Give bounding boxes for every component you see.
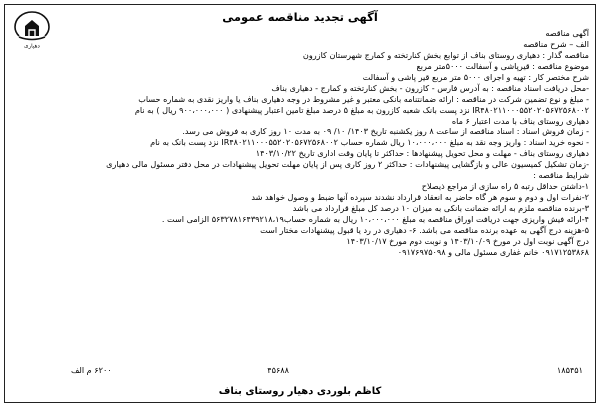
footer-codes-row (11, 365, 589, 376)
code-left: ۶۲۰۰ م الف (71, 365, 112, 375)
submission-deadline: دهیاری روستای بناف - مهلت و محل تحویل پیشنهادها : حداکثر تا پایان وقت اداری تاریخ ۱۴۰۳/۱۰/۲۲ (255, 148, 589, 159)
document-collection-place: -محل دریافت اسناد مناقصه : به آدرس فارس - کازرون - بخش کنارتخته و کمارج - دهیاری بناف (271, 82, 589, 93)
document-sale-time: - زمان فروش اسناد : اسناد مناقصه از ساعت ۸ روز یکشنبه تاریخ ۱۴۰۳/ ۱۰/ ۰۹ به مدت ۱۰ روز کاری به فروش می رسد. (182, 126, 589, 137)
tender-subject: موضوع مناقصه : قیرپاشی و آسفالت ۵۰۰۰متر مربع (416, 60, 589, 71)
guarantee-line-1: - مبلغ و نوع تضمین شرکت در مناقصه : ارائه ضمانتنامه بانکی معتبر و غیر مشروط در وجه دهیاری بناف یا واریز نقدی به شماره حساب (138, 93, 589, 104)
publication-dates: درج آگهی نوبت اول در مورخ ۱۴۰۳/۱۰/۰۹ و نوبت دوم مورخ ۱۴۰۳/۱۰/۱۷ (346, 235, 589, 246)
conditions-heading: شرایط مناقصه : (533, 170, 589, 181)
section-a-description: الف – شرح مناقصه (523, 38, 589, 49)
signature: کاظم بلوردی دهیار روستای بناف (218, 386, 382, 397)
code-right: ۱۸۵۴۵۱ (556, 365, 583, 375)
notice-title: آگهی تجدید مناقصه عمومی (222, 10, 378, 24)
condition-3: ۳-برنده مناقصه ملزم به ارائه ضمانت بانکی به میزان ۱۰ درصد کل مبلغ قرارداد می باشد (292, 203, 589, 213)
condition-1: ۱-داشتن حداقل رتبه ۵ راه سازی از مراجع ذیصلاح (421, 181, 589, 192)
notice-body (57, 28, 589, 258)
code-middle: ۴۵۶۸۸ (267, 365, 289, 375)
commission-opening: -زمان تشکیل کمیسیون عالی و بازگشایی پیشنهادات : حداکثر ۲ روز کاری پس از پایان مهلت تحویل پیشنهادات در محل دفتر مسئول مالی دهیاری (106, 159, 589, 170)
notice-footer (11, 365, 589, 376)
work-summary: شرح مختصر کار : تهیه و اجرای ۵۰۰۰ متر مربع قیر پاشی و آسفالت (362, 71, 589, 82)
guarantee-line-3: دهیاری روستای بناف با مدت اعتبار ۶ ماه (451, 115, 589, 126)
condition-4: ۴-ارائه فیش واریزی جهت دریافت اوراق مناقصه به مبلغ ۱۰،۰۰۰،۰۰۰ ریال به شماره حساب۵۶۳۲۷۸۱۶۴۳۹۲۱۸،۱۹ الزامی است . (161, 213, 589, 224)
contact-numbers: ۰۹۱۷۱۲۵۳۸۶۸ خانم غفاری مسئول مالی و ۰۹۱۷۶۹۷۵۰۹۸ (397, 246, 589, 257)
tender-organizer: مناقصه گذار : دهیاری روستای بناف از توابع بخش کنارتخته و کمارج شهرستان کازرون (302, 49, 589, 60)
condition-2: ۲-نفرات اول و دوم و سوم هر گاه حاضر به انعقاد قرارداد نشدند سپرده آنها ضبط و وصول خواهد شد (251, 192, 589, 203)
guarantee-line-2: IR۴۸۰۲۱۱۰۰۰۵۵۲۰۲۰۵۶۷۲۵۶۸۰۰۲ نزد پست بانک شعبه کازرون به مبلغ ۵ درصد مبلغ تامین اعتبار پیشنهادی ( ۹۰۰،۰۰۰،۰۰۰ ریال ) به نام (134, 104, 589, 115)
condition-5-6: ۵-هزینه درج آگهی به عهده برنده مناقصه می باشد. ۶- دهیاری در رد یا قبول پیشنهادات مختار است (260, 224, 589, 235)
tender-notice (4, 4, 596, 403)
logo-caption: دهیاری (24, 43, 40, 49)
document-purchase-method: - نحوه خرید اسناد : واریز وجه نقد به مبلغ ۱۰،۰۰۰،۰۰۰ ریال شماره حساب IR۴۸۰۲۱۱۰۰۰۵۵۲۰۲۰۵۶۷۲۵۶۸۰۰۲ نزد پست بانک به نام (150, 137, 589, 148)
heading-tender-notice: آگهی مناقصه (545, 28, 589, 38)
